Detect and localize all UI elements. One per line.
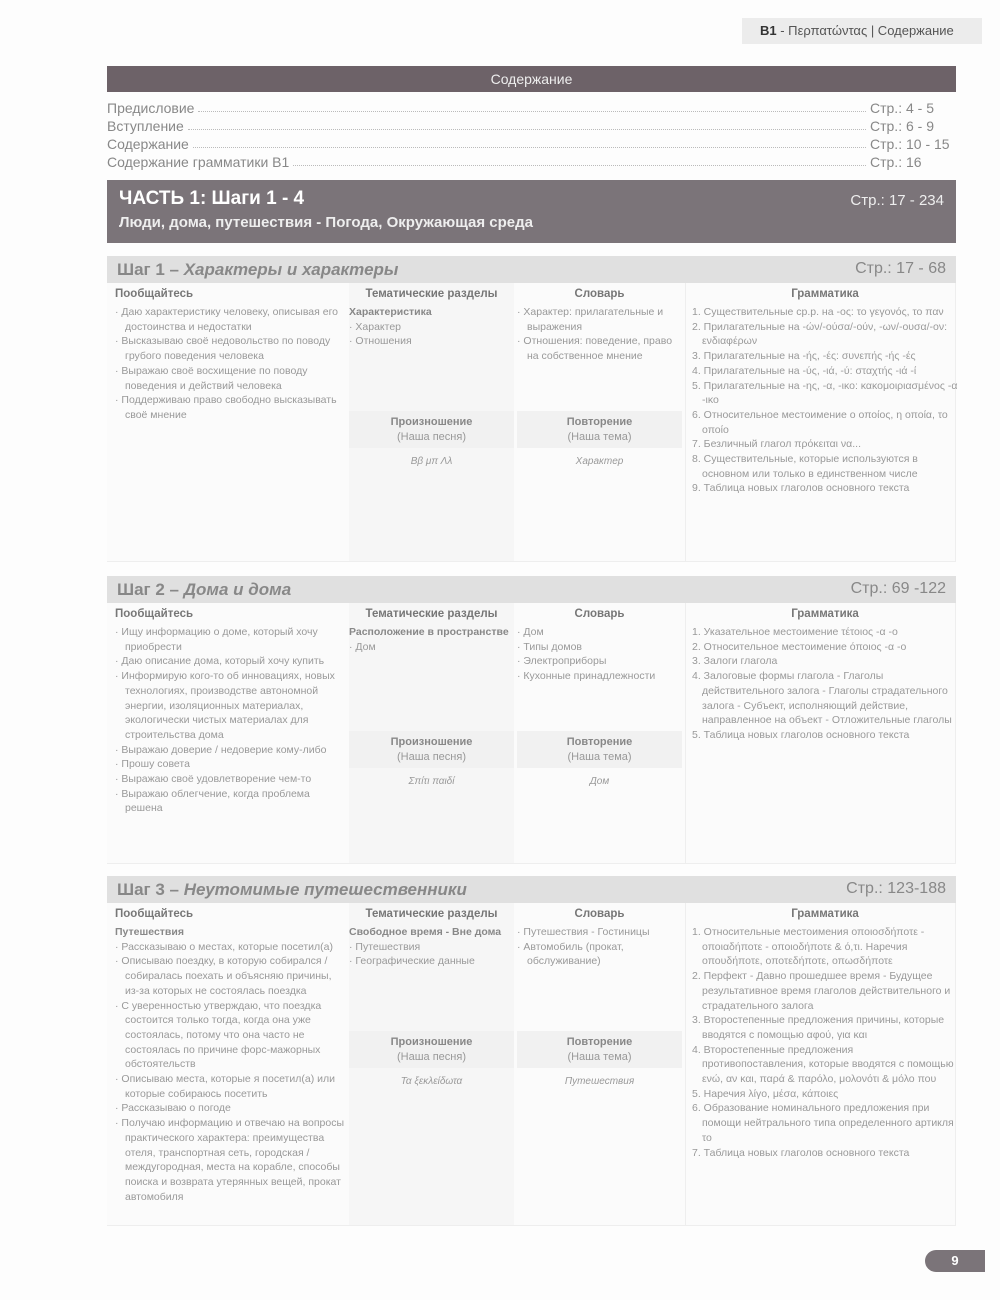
column-header: Пообщайтесь: [115, 608, 194, 620]
toc-label: Вступление: [107, 118, 184, 134]
step-header: [107, 256, 956, 283]
list-item: · Характер: [349, 320, 402, 333]
column-header: Тематические разделы: [365, 608, 498, 620]
pronunciation-box: [349, 731, 514, 768]
list-item: 4. Прилагательные на -ύς, -ιά, -ύ: σταχτής -ιά -ί: [692, 364, 917, 377]
column-topics: [349, 283, 514, 561]
toc-label: Содержание грамматики B1: [107, 154, 290, 170]
repetition-sublabel: (Наша тема): [567, 430, 632, 443]
contents-title: Содержание: [107, 66, 956, 92]
list-item: 1. Указательное местоимение τέτοιος -α -ο: [692, 626, 898, 638]
list-item: · Дом: [517, 626, 544, 638]
level-label: B1: [760, 23, 777, 38]
part-pages: Стр.: 17 - 234: [850, 192, 944, 209]
toc-leader: [198, 99, 866, 112]
repetition-value: Характер: [575, 456, 624, 467]
column-header: Словарь: [574, 288, 625, 300]
column-header: Пообщайтесь: [115, 908, 194, 920]
list-item: · Описываю места, которые я посетил(а) или которые собираюсь посетить: [115, 1073, 335, 1100]
step-title: [117, 580, 291, 600]
list-item: · Выражаю облегчение, когда проблема решена: [115, 787, 310, 815]
toc-leader: [293, 153, 866, 166]
step-header: [107, 876, 956, 903]
step-header: [107, 576, 956, 603]
part-title: ЧАСТЬ 1: Шаги 1 - 4: [119, 188, 305, 209]
step-name: Дома и дома: [183, 580, 292, 599]
step-number: Шаг 3 –: [117, 880, 184, 899]
toc-row: [107, 117, 956, 135]
page-number: 9: [925, 1250, 985, 1272]
step-body: [107, 603, 956, 864]
list-item: · Путешествия: [349, 940, 421, 953]
pronunciation-box: [349, 1031, 514, 1068]
running-head-text: - Περπατώντας | Содержание: [776, 23, 954, 38]
column-header: Словарь: [574, 908, 625, 920]
pronunciation-sublabel: (Наша песня): [397, 1050, 466, 1063]
list-item: 6. Относительное местоимение ο οποίος, η οποία, το οποίο: [692, 408, 948, 436]
repetition-box: [517, 411, 682, 448]
step-pages: Стр.: 69 -122: [850, 580, 946, 597]
list-item: 7. Таблица новых глаголов основного текста: [692, 1146, 910, 1159]
pronunciation-value: Σπίτι παιδί: [408, 776, 455, 787]
list-item: · Описываю поездку, в которую собирался / собиралась поехать и объясняю причины, из-за которых не состоялась поездка: [115, 955, 332, 997]
step-number: Шаг 2 –: [117, 580, 184, 599]
list-item: 5. Таблица новых глаголов основного текста: [692, 728, 910, 741]
part-banner: [107, 180, 956, 243]
list-item: · Типы домов: [517, 640, 582, 653]
step-section: [107, 576, 956, 864]
repetition-label: Повторение: [566, 736, 633, 748]
list-item: 7. Безличный глагол πρόκειται να...: [692, 438, 861, 451]
toc-pages: Стр.: 4 - 5: [870, 100, 934, 116]
list-item: · Отношения: поведение, право на собственное мнение: [517, 335, 673, 363]
column-header: Грамматика: [791, 908, 859, 920]
step-pages: Стр.: 123-188: [846, 880, 946, 897]
column-grammar: [685, 903, 958, 1225]
table-of-contents: [107, 99, 956, 171]
list-item: · Поддерживаю право свободно высказывать своё мнение: [115, 394, 337, 421]
list-item: 3. Прилагательные на -ής, -ές: συνεπής -ής -ές: [692, 350, 916, 363]
list-item: · Выражаю своё удовлетворение чем-то: [115, 773, 312, 786]
pronunciation-box: [349, 411, 514, 448]
step-name: Неутомимые путешественники: [183, 880, 467, 899]
repetition-value: Дом: [589, 776, 610, 787]
list-item: · Характер: прилагательные и выражения: [517, 306, 664, 333]
list-item: · Рассказываю о погоде: [115, 1102, 231, 1115]
list-item: 2. Перфект - Давно прошедшее время - Будущее результативное время глаголов действительного и страдательного залога: [692, 970, 951, 1012]
column-header: Грамматика: [791, 608, 859, 620]
topics-heading: Свободное время - Вне дома: [349, 926, 502, 938]
repetition-box: [517, 731, 682, 768]
step-name: Характеры и характеры: [183, 260, 399, 279]
column-vocabulary: [517, 603, 682, 787]
list-item: · Получаю информацию и отвечаю на вопросы практического характера: преимущества отеля, транспортная сеть, городская / междугородная, места на корабле, способы поиска и возврата утерянных вещей, прокат автомобиля: [115, 1117, 345, 1203]
column-header: Пообщайтесь: [115, 288, 194, 300]
toc-pages: Стр.: 16: [870, 154, 922, 170]
toc-label: Предисловие: [107, 100, 195, 116]
list-item: 2. Относительное местоимение όποιος -α -ο: [692, 640, 907, 653]
list-item: · Даю описание дома, который хочу купить: [115, 655, 325, 668]
pronunciation-sublabel: (Наша песня): [397, 750, 466, 763]
repetition-box: [517, 1031, 682, 1068]
toc-row: [107, 99, 956, 117]
pronunciation-sublabel: (Наша песня): [397, 430, 466, 443]
list-item: · Прошу совета: [115, 758, 190, 771]
list-item: · Информирую кого-то об инновациях, новых технологиях, производстве автономной энергии, изоляционных материалах, экологически чистых материалах для строительства дома: [115, 670, 335, 741]
step-body: [107, 903, 956, 1226]
list-item: · Рассказываю о местах, которые посетил(а): [115, 940, 333, 953]
list-item: · Отношения: [349, 335, 412, 348]
part-subtitle: Люди, дома, путешествия - Погода, Окружающая среда: [119, 214, 534, 231]
toc-leader: [188, 117, 866, 130]
column-topics: [349, 603, 514, 863]
step-number: Шаг 1 –: [117, 260, 184, 279]
toc-leader: [193, 135, 866, 148]
pronunciation-value: Ββ μπ Λλ: [410, 456, 453, 467]
toc-row: [107, 135, 956, 153]
repetition-sublabel: (Наша тема): [567, 1050, 632, 1063]
column-grammar: [685, 283, 958, 561]
list-item: · Даю характеристику человеку, описывая его достоинства и недостатки: [115, 306, 339, 333]
list-item: 4. Залоговые формы глагола - Глаголы действительного залога - Глаголы страдательного залога - Субъект, исполняющий действие, направленное на объект - Отложительные глаголы: [692, 670, 952, 727]
list-item: · С уверенностью утверждаю, что поездка состоится только тогда, когда она уже состоялась, потому что она часто не состоялась по причине форс-мажорных обстоятельств: [115, 999, 322, 1071]
column-communicate: [115, 903, 347, 1204]
list-item: · Кухонные принадлежности: [517, 670, 656, 683]
pronunciation-label: Произношение: [390, 1036, 473, 1048]
step-title: [117, 260, 398, 280]
list-item: 1. Существительные ср.р. на -ος: το γεγονός, το παν: [692, 306, 944, 318]
repetition-value: Путешествия: [564, 1076, 635, 1087]
step-section: [107, 876, 956, 1226]
list-item: · Географические данные: [349, 955, 475, 968]
list-item: · Высказываю своё недовольство по поводу грубого поведения человека: [115, 335, 331, 363]
step-body: [107, 283, 956, 562]
communicate-heading: Путешествия: [115, 926, 184, 938]
repetition-label: Повторение: [566, 1036, 633, 1048]
list-item: · Дом: [349, 640, 376, 653]
column-vocabulary: [517, 283, 682, 467]
list-item: 6. Образование номинального предложения при помощи нейтрального типа определенного артикля το: [692, 1102, 954, 1144]
list-item: · Выражаю доверие / недоверие кому-либо: [115, 743, 327, 756]
column-vocabulary: [517, 903, 682, 1087]
repetition-sublabel: (Наша тема): [567, 750, 632, 763]
list-item: 3. Второстепенные предложения причины, которые вводятся с помощью αφού, για και: [692, 1014, 945, 1041]
pronunciation-value: Τα ξεκλείδωτα: [400, 1076, 463, 1087]
list-item: 8. Существительные, которые используются в основном или только в единственном числе: [692, 453, 918, 480]
column-grammar: [685, 603, 958, 863]
list-item: · Путешествия - Гостиницы: [517, 926, 650, 938]
pronunciation-label: Произношение: [390, 416, 473, 428]
column-header: Грамматика: [791, 288, 859, 300]
topics-heading: Характеристика: [349, 306, 432, 318]
list-item: 9. Таблица новых глаголов основного текста: [692, 482, 910, 495]
list-item: 3. Залоги глагола: [692, 655, 778, 668]
toc-row: [107, 153, 956, 171]
step-title: [117, 880, 467, 900]
list-item: · Электроприборы: [517, 655, 607, 668]
list-item: · Автомобиль (прокат, обслуживание): [517, 940, 624, 968]
step-section: [107, 256, 956, 562]
list-item: 1. Относительные местоимения οποιοσδήποτε - οποιαδήποτε - οποιοδήποτε & ό,τι. Наречия οπουδήποτε, οποτεδήποτε, οπωσδήποτε: [692, 926, 925, 968]
list-item: 4. Второстепенные предложения противопоставления, которые вводятся с помощью ενώ, αν και, παρά & παρόλο, μολονότι & μόλο που: [692, 1043, 954, 1086]
toc-label: Содержание: [107, 136, 189, 152]
step-pages: Стр.: 17 - 68: [855, 260, 946, 277]
column-header: Словарь: [574, 608, 625, 620]
column-communicate: [115, 283, 347, 423]
column-communicate: [115, 603, 347, 816]
toc-pages: Стр.: 10 - 15: [870, 136, 950, 152]
running-head: [742, 18, 982, 44]
column-topics: [349, 903, 514, 1225]
column-header: Тематические разделы: [365, 288, 498, 300]
topics-heading: Расположение в пространстве: [349, 626, 509, 638]
list-item: · Выражаю своё восхищение по поводу поведения и действий человека: [115, 364, 308, 392]
list-item: · Ищу информацию о доме, который хочу приобрести: [115, 626, 318, 653]
list-item: 5. Наречия λίγο, μέσα, κάποιες: [692, 1087, 839, 1100]
list-item: 2. Прилагательные на -ών/-ούσα/-ούν, -ων/-ουσα/-ον: ενδιαφέρων: [692, 320, 948, 348]
column-header: Тематические разделы: [365, 908, 498, 920]
repetition-label: Повторение: [566, 416, 633, 428]
list-item: 5. Прилагательные на -ης, -α, -ικο: κακομοιριασμένος -α -ικο: [692, 379, 958, 407]
toc-pages: Стр.: 6 - 9: [870, 118, 934, 134]
pronunciation-label: Произношение: [390, 736, 473, 748]
